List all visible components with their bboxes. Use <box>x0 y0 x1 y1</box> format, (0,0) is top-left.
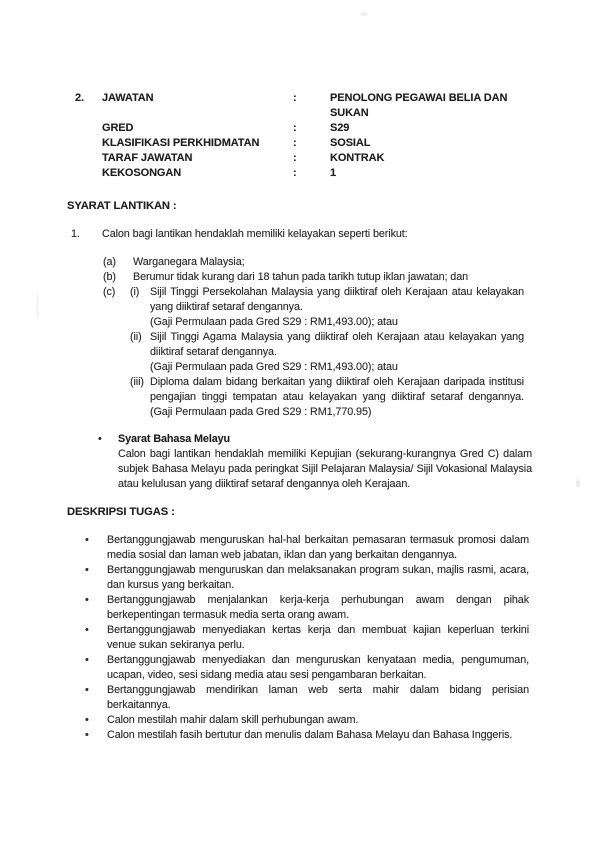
task-item <box>85 623 529 653</box>
task-text: Calon mestilah fasih bertutur dan menulis dalam Bahasa Melayu dan Bahasa Inggeris. <box>107 729 513 741</box>
field-colon: : <box>293 152 297 164</box>
scan-artifact <box>576 479 580 488</box>
field-colon: : <box>293 92 297 104</box>
scan-artifact <box>360 12 368 16</box>
field-colon: : <box>293 122 297 134</box>
bahasa-melayu-requirement <box>98 432 532 492</box>
requirement-row-c <box>103 285 527 420</box>
spacer-cell <box>75 151 102 166</box>
field-value-jawatan: PENOLONG PEGAWAI BELIA DAN SUKAN <box>330 92 508 119</box>
item-number: 1. <box>71 228 80 240</box>
requirement-label: (b) <box>103 271 116 283</box>
field-label-gred: GRED <box>102 122 134 134</box>
task-text: Bertanggungjawab menyediakan dan menguruskan kenyataan media, pengumuman, ucapan, video, sesi sidang media atau sesi pengambaran berkaitan. <box>107 654 529 681</box>
field-label-klasifikasi: KLASIFIKASI PERKHIDMATAN <box>102 137 260 149</box>
requirement-label: (c) <box>103 286 116 298</box>
task-text: Bertanggungjawab menguruskan hal-hal berkaitan pemasaran termasuk promosi dalam media sosial dan laman web jabatan, iklan dan yang berkaitan dengannya. <box>107 534 529 561</box>
requirement-text: Berumur tidak kurang dari 18 tahun pada tarikh tutup iklan jawatan; dan <box>133 271 469 283</box>
field-label-jawatan: JAWATAN <box>102 92 154 104</box>
bullet-icon: • <box>85 684 89 696</box>
job-details-section <box>75 91 537 181</box>
task-text: Bertanggungjawab menyediakan kertas kerja dan membuat kajian keperluan terkini venue sukan sekiranya perlu. <box>107 624 529 651</box>
qualification-text: Sijil Tinggi Persekolahan Malaysia yang diiktiraf oleh Kerajaan atau kelayakan yang diiktiraf setaraf dengannya. <box>150 286 524 313</box>
task-text: Calon mestilah mahir dalam skill perhubungan awam. <box>107 714 359 726</box>
bullet-icon: • <box>85 654 89 666</box>
task-text: Bertanggungjawab mendirikan laman web serta mahir dalam bidang perisian berkaitannya. <box>107 684 529 711</box>
scan-artifact <box>36 293 39 321</box>
task-item <box>85 683 529 713</box>
spacer-cell <box>75 166 102 181</box>
spacer-cell <box>75 121 102 136</box>
task-item <box>85 713 529 728</box>
bullet-icon: • <box>85 564 89 576</box>
field-value-gred: S29 <box>330 122 350 134</box>
bullet-icon: • <box>98 433 102 445</box>
roman-label: (i) <box>130 286 140 298</box>
bullet-icon: • <box>85 714 89 726</box>
numbered-item-1 <box>71 227 527 242</box>
bahasa-title: Syarat Bahasa Melayu <box>118 433 231 445</box>
task-item <box>85 653 529 683</box>
task-item <box>85 728 529 743</box>
task-list <box>85 533 529 743</box>
bullet-icon: • <box>85 729 89 741</box>
qualification-text: Diploma dalam bidang berkaitan yang diiktiraf oleh Kerajaan daripada institusi pengajian tinggi tempatan atau kelayakan yang diiktiraf setaraf dengannya. (Gaji Permulaan pada Gred S29 : RM1,770.95) <box>150 376 524 418</box>
qualification-sublist <box>130 285 527 420</box>
requirement-label: (a) <box>103 256 116 268</box>
section-heading-deskripsi-tugas: DESKRIPSI TUGAS : <box>67 506 175 518</box>
task-item <box>85 593 529 623</box>
qualification-item-ii <box>130 330 527 375</box>
field-label-kekosongan: KEKOSONGAN <box>102 167 182 179</box>
qualification-text: Sijil Tinggi Agama Malaysia yang diiktiraf oleh Kerajaan atau kelayakan yang diiktiraf setaraf dengannya. <box>150 331 524 358</box>
field-colon: : <box>293 167 297 179</box>
field-colon: : <box>293 137 297 149</box>
requirement-list <box>103 255 527 420</box>
requirement-row-b <box>103 270 527 285</box>
salary-note: (Gaji Permulaan pada Gred S29 : RM1,493.00); atau <box>150 361 398 373</box>
task-text: Bertanggungjawab menguruskan dan melaksanakan program sukan, majlis rasmi, acara, dan kursus yang berkaitan. <box>107 564 529 591</box>
spacer-cell <box>75 136 102 151</box>
bullet-icon: • <box>85 594 89 606</box>
field-value-klasifikasi: SOSIAL <box>330 137 371 149</box>
bullet-icon: • <box>85 624 89 636</box>
qualification-item-iii <box>130 375 527 420</box>
qualification-item-i <box>130 285 527 330</box>
salary-note: (Gaji Permulaan pada Gred S29 : RM1,493.00); atau <box>150 316 398 328</box>
task-item <box>85 533 529 563</box>
bahasa-text: Calon bagi lantikan hendaklah memiliki Kepujian (sekurang-kurangnya Gred C) dalam subjek Bahasa Melayu pada peringkat Sijil Pelajaran Malaysia/ Sijil Vokasional Malaysia atau kelulusan yang diiktiraf setaraf dengannya oleh Kerajaan. <box>118 448 532 490</box>
requirement-row-a <box>103 255 527 270</box>
roman-label: (iii) <box>130 376 144 388</box>
bullet-icon: • <box>85 534 89 546</box>
field-label-taraf: TARAF JAWATAN <box>102 152 193 164</box>
task-text: Bertanggungjawab menjalankan kerja-kerja perhubungan awam dengan pihak berkepentingan termasuk media serta orang awam. <box>107 594 529 621</box>
requirement-text: Warganegara Malaysia; <box>133 256 245 268</box>
item-intro-text: Calon bagi lantikan hendaklah memiliki kelayakan seperti berikut: <box>102 228 408 240</box>
section-heading-syarat-lantikan: SYARAT LANTIKAN : <box>67 200 177 212</box>
task-item <box>85 563 529 593</box>
field-value-taraf: KONTRAK <box>330 152 385 164</box>
roman-label: (ii) <box>130 331 142 343</box>
field-value-kekosongan: 1 <box>330 167 337 179</box>
section-number: 2. <box>75 92 84 104</box>
